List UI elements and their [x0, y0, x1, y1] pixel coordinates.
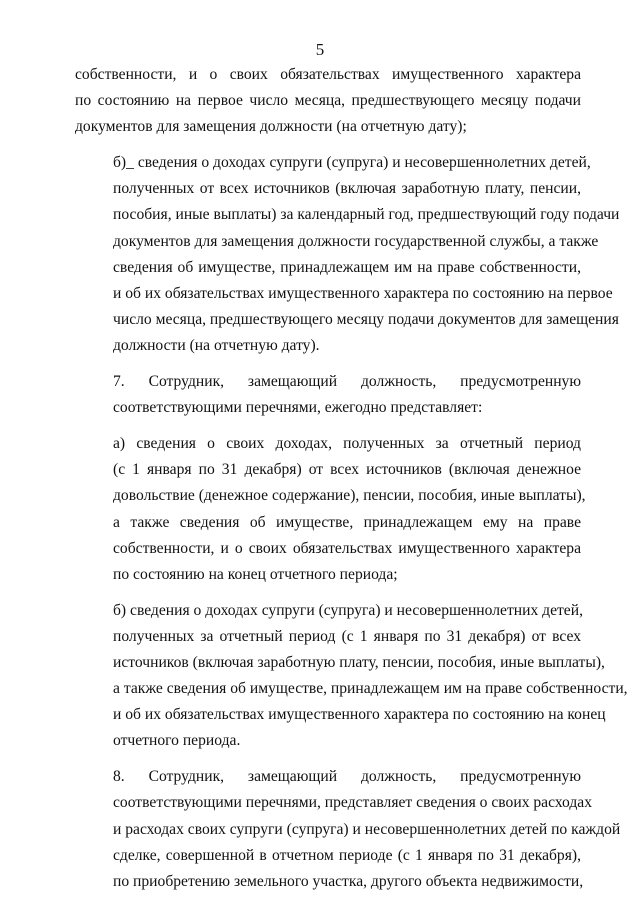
text-line: число месяца, предшествующего месяцу подачи документов для замещения [113, 310, 619, 328]
text-line: и об их обязательствах имущественного характера по состоянию на конец [113, 706, 606, 724]
paragraph-continuation [75, 62, 581, 140]
text-line: б)_ сведения о доходах супруги (супруга) и несовершеннолетних детей, [113, 154, 591, 172]
text-line: б) сведения о доходах супруги (супруга) и несовершеннолетних детей, [113, 601, 583, 619]
text-line: (с 1 января по 31 декабря) от всех источников (включая денежное [113, 461, 581, 479]
paragraph-item-6b [75, 150, 620, 359]
document-body [75, 62, 628, 895]
text-line: отчетного периода. [113, 732, 241, 750]
text-line: соответствующими перечнями, ежегодно представляет: [113, 399, 483, 417]
text-line: пособия, иные выплаты) за календарный год, предшествующий году подачи [113, 206, 620, 224]
paragraph-item-8 [75, 764, 621, 894]
text-line: довольствие (денежное содержание), пенсии, пособия, иные выплаты), [113, 487, 586, 505]
paragraph-item-7 [75, 369, 581, 421]
text-line: по приобретению земельного участка, другого объекта недвижимости, [113, 872, 584, 890]
text-line: документов для замещения должности государственной службы, а также [113, 232, 599, 250]
text-line: документов для замещения должности (на отчетную дату); [75, 118, 467, 136]
text-line: полученных за отчетный период (с 1 января по 31 декабря) от всех [113, 627, 581, 645]
text-line: источников (включая заработную плату, пенсии, пособия, иные выплаты), [113, 653, 605, 671]
text-line: а) сведения о своих доходах, полученных за отчетный период [113, 435, 581, 453]
text-line: 8. Сотрудник, замещающий должность, предусмотренную [113, 768, 581, 786]
text-line: сделке, совершенной в отчетном периоде (с 1 января по 31 декабря), [113, 846, 581, 864]
text-line: по состоянию на конец отчетного периода; [113, 565, 398, 583]
text-line: собственности, и о своих обязательствах имущественного характера [75, 66, 581, 83]
text-line: и расходах своих супруги (супруга) и несовершеннолетних детей по каждой [113, 820, 621, 838]
text-line: собственности, и о своих обязательствах имущественного характера [113, 539, 581, 557]
text-line: по состоянию на первое число месяца, предшествующего месяцу подачи [75, 92, 581, 110]
page-number: 5 [315, 40, 325, 59]
paragraph-item-7a [75, 431, 586, 588]
text-line: соответствующими перечнями, представляет сведения о своих расходах [113, 794, 593, 812]
text-line: полученных от всех источников (включая заработную плату, пенсии, [113, 180, 581, 198]
text-line: сведения об имуществе, принадлежащем им на праве собственности, [113, 258, 581, 276]
text-line: а также сведения об имуществе, принадлежащем ему на праве [113, 513, 581, 531]
text-line: должности (на отчетную дату). [113, 336, 320, 354]
text-line: а также сведения об имуществе, принадлежащем им на праве собственности, [113, 680, 628, 698]
paragraph-item-7b [75, 598, 628, 755]
text-line: 7. Сотрудник, замещающий должность, предусмотренную [113, 373, 581, 391]
text-line: и об их обязательствах имущественного характера по состоянию на первое [113, 284, 613, 302]
